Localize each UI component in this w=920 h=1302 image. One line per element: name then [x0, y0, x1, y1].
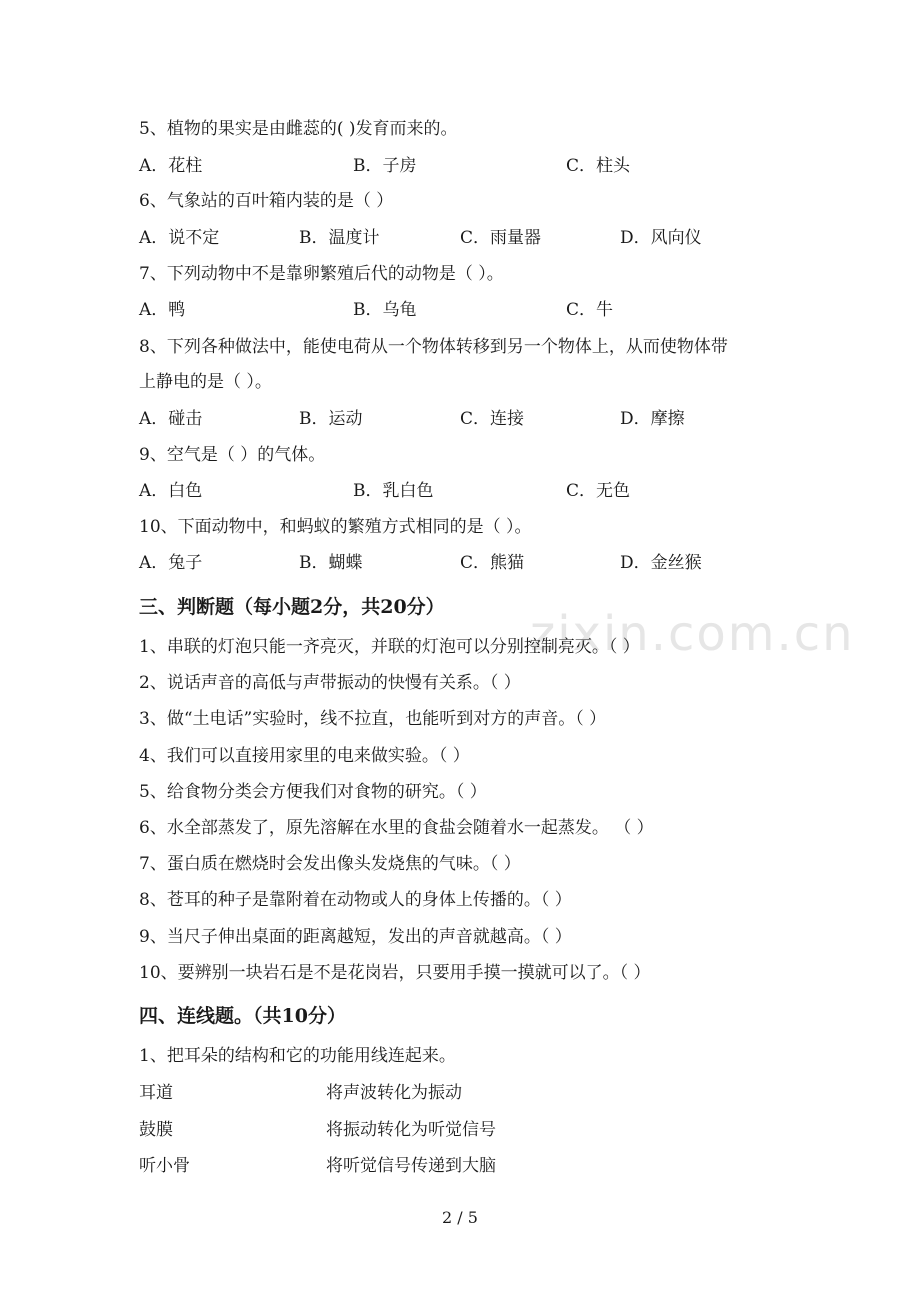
question-6: 6、气象站的百叶箱内装的是（ ） [139, 191, 394, 211]
question-9: 9、空气是（ ）的气体。 [139, 445, 326, 465]
option-d: D．风向仪 [620, 228, 702, 248]
option-a: A．兔子 [139, 553, 203, 573]
option-c: C．雨量器 [460, 228, 542, 248]
option-a: A．鸭 [139, 300, 186, 320]
question-10: 10、下面动物中，和蚂蚁的繁殖方式相同的是（ ）。 [139, 517, 532, 537]
option-b: B．温度计 [299, 228, 380, 248]
ear-function-right: 将声波转化为振动 [326, 1083, 462, 1103]
option-c: C．无色 [566, 481, 631, 501]
judge-item-5: 5、给食物分类会方便我们对食物的研究。（ ） [139, 782, 487, 802]
judge-item-1: 1、串联的灯泡只能一齐亮灭，并联的灯泡可以分别控制亮灭。（ ） [139, 637, 640, 657]
ear-function-right: 将听觉信号传递到大脑 [326, 1156, 496, 1176]
ear-part-left: 听小骨 [139, 1156, 190, 1176]
section-4-title: 四、连线题。（共10分） [139, 1005, 346, 1027]
page-number: 2 / 5 [442, 1208, 478, 1227]
option-b: B．运动 [299, 409, 363, 429]
judge-item-7: 7、蛋白质在燃烧时会发出像头发烧焦的气味。（ ） [139, 854, 521, 874]
option-c: C．牛 [566, 300, 614, 320]
question-5: 5、植物的果实是由雌蕊的( )发育而来的。 [139, 119, 458, 139]
ear-part-left: 耳道 [139, 1083, 173, 1103]
option-c: C．熊猫 [460, 553, 525, 573]
judge-item-9: 9、当尺子伸出桌面的距离越短，发出的声音就越高。（ ） [139, 927, 572, 947]
matching-question: 1、把耳朵的结构和它的功能用线连起来。 [139, 1046, 456, 1066]
option-b: B．乳白色 [353, 481, 434, 501]
ear-part-left: 鼓膜 [139, 1120, 173, 1140]
judge-item-4: 4、我们可以直接用家里的电来做实验。（ ） [139, 746, 470, 766]
watermark: zixin.com.cn [530, 606, 855, 662]
option-d: D．摩擦 [620, 409, 685, 429]
option-a: A．碰击 [139, 409, 203, 429]
option-b: B．乌龟 [353, 300, 417, 320]
judge-item-6: 6、水全部蒸发了，原先溶解在水里的食盐会随着水一起蒸发。 （ ） [139, 818, 654, 838]
section-3-title: 三、判断题（每小题2分，共20分） [139, 596, 445, 618]
judge-item-10: 10、要辨别一块岩石是不是花岗岩，只要用手摸一摸就可以了。（ ） [139, 963, 651, 983]
ear-function-right: 将振动转化为听觉信号 [326, 1120, 496, 1140]
option-a: A．白色 [139, 481, 203, 501]
option-d: D．金丝猴 [620, 553, 702, 573]
judge-item-3: 3、做“土电话”实验时，线不拉直，也能听到对方的声音。（ ） [139, 709, 607, 729]
option-a: A．说不定 [139, 228, 220, 248]
question-8: 8、下列各种做法中，能使电荷从一个物体转移到另一个物体上，从而使物体带 [139, 337, 728, 357]
question-8-cont: 上静电的是（ ）。 [139, 372, 272, 392]
option-b: B．子房 [353, 156, 417, 176]
judge-item-2: 2、说话声音的高低与声带振动的快慢有关系。（ ） [139, 673, 521, 693]
option-b: B．蝴蝶 [299, 553, 363, 573]
option-c: C．连接 [460, 409, 525, 429]
option-a: A．花柱 [139, 156, 203, 176]
option-c: C．柱头 [566, 156, 631, 176]
question-7: 7、下列动物中不是靠卵繁殖后代的动物是（ ）。 [139, 264, 504, 284]
judge-item-8: 8、苍耳的种子是靠附着在动物或人的身体上传播的。（ ） [139, 890, 572, 910]
